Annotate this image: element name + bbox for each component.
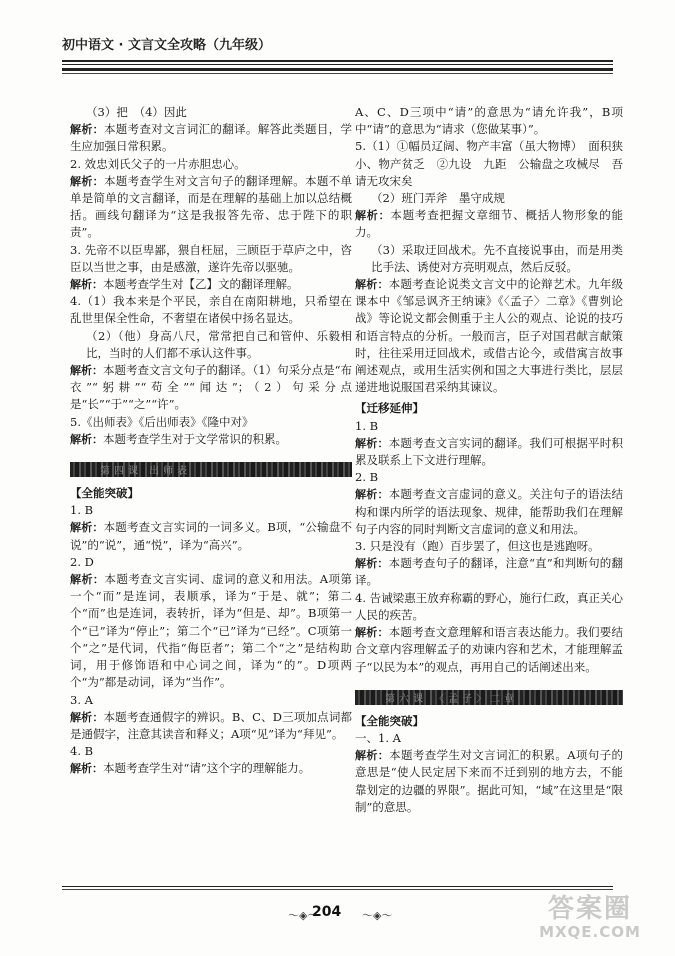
answer-line: 2. D bbox=[70, 554, 94, 569]
page-header-title: 初中语文 · 文言文全攻略（九年级） bbox=[62, 38, 271, 53]
answer-line: 3. 只是没有（跑）百步罢了，但这也是逃跑呀。 bbox=[355, 539, 600, 554]
analysis-paragraph: 解析：本题考查对文言词汇的翻译。解答此类题目，学生应加强日常积累。 bbox=[70, 122, 353, 154]
analysis-paragraph: 解析：本题考查学生对于文学常识的积累。 bbox=[70, 431, 287, 446]
answer-line: 4. B bbox=[70, 744, 94, 759]
ornament-icon: ～◈～ bbox=[362, 909, 393, 922]
answer-line: 4.（1）我本来是个平民，亲自在南阳耕地，只希望在乱世里保全性命，不奢望在诸侯中扬名显达。 bbox=[70, 294, 352, 326]
analysis-paragraph: 解析：本题考查句子的翻译，注意“直”和判断句的翻译。 bbox=[355, 556, 623, 588]
analysis-paragraph: 解析：本题考查学生对文言句子的翻译理解。本题不单单是简单的文言翻译，而是在理解的基础上加以总结概括。画线句翻译为“这是我报答先帝、忠于陛下的职责”。 bbox=[70, 173, 353, 240]
answer-line: 1. B bbox=[355, 418, 379, 433]
analysis-paragraph: 解析：本题考查文意理解和语言表达能力。我们要结合文章内容理解孟子的劝谏内容和艺术，才能理解孟子“以民为本”的观点，再用自己的话阐述出来。 bbox=[355, 625, 624, 674]
analysis-paragraph: 解析：本题考查学生对【乙】文的翻译理解。 bbox=[70, 277, 299, 292]
right-column bbox=[355, 104, 623, 816]
analysis-paragraph: 解析：本题考查文言文句子的翻译。（1）句采分点是“布衣”“躬耕”“苟全”“闻达”；（2）句采分点是“长”“于”“之”“许”。 bbox=[70, 363, 353, 412]
section-heading: 【迁移延伸】 bbox=[355, 401, 424, 416]
watermark-logo: 答案圈 MXQE.COM bbox=[539, 894, 641, 941]
answer-line: （3）采取迂回战术。先不直接说事由，而是用类比手法、诱使对方亮明观点，然后反驳。 bbox=[371, 242, 623, 274]
ornament-icon: ～◈～ bbox=[288, 909, 319, 922]
answer-line: （2）班门弄斧 墨守成规 bbox=[371, 191, 505, 206]
lesson-banner: 第四课 出师表 bbox=[70, 462, 352, 477]
page-number: 204 bbox=[312, 904, 342, 920]
answer-line: 4. 告诫梁惠王放弃称霸的野心，施行仁政，真正关心人民的疾苦。 bbox=[355, 590, 623, 622]
answer-line: 5.（1）①幅员辽阔、物产丰富（虽大物博） 面积狭小、物产贫乏 ②九设 九距 公输盘之攻械尽 吾请无攻宋矣 bbox=[355, 139, 623, 188]
answer-line: 一、1. A bbox=[355, 730, 401, 745]
analysis-paragraph: 解析：本题考查文言实词的翻译。我们可根据平时积累及联系上下文进行理解。 bbox=[355, 435, 624, 468]
analysis-paragraph: 解析：本题考查学生对“请”这个字的理解能力。 bbox=[70, 761, 311, 776]
header-rule bbox=[62, 73, 613, 74]
answer-line: 3. 先帝不以臣卑鄙，猥自枉屈，三顾臣于草庐之中，咨臣以当世之事，由是感激，遂许先帝以驱驰。 bbox=[70, 242, 352, 274]
answer-line: 3. A bbox=[70, 692, 93, 707]
analysis-paragraph: A、C、D三项中“请”的意思为“请允许我”，B项中“请”的意思为“请求（您做某事）”。 bbox=[355, 105, 623, 137]
header-rule bbox=[62, 68, 613, 71]
header-rule bbox=[62, 60, 613, 62]
answer-line: 2. B bbox=[355, 470, 379, 485]
footer-rule bbox=[62, 886, 613, 887]
lesson-banner: 第六课 〈孟子〉二章 bbox=[355, 690, 623, 705]
analysis-paragraph: 解析：本题考查论说类文言文中的论辩艺术。九年级课本中《邹忌讽齐王纳谏》《〈孟子〉二章》《曹刿论战》等论说文都会侧重于主人公的观点、论说的技巧和语言特点的分析。一般而言，臣子对国君献言献策时，往往采用迂回战术，或借古论今，或借寓言故事阐述观点，或用生活实例和国之大事进行类比，层层递进地说服国君采纳其谏议。 bbox=[355, 277, 624, 395]
answer-line: （3）把 （4）因此 bbox=[86, 105, 187, 119]
answer-line: 1. B bbox=[70, 503, 94, 518]
section-heading: 【全能突破】 bbox=[355, 713, 424, 728]
answer-line: （2）（他）身高八尺，常常把自己和管仲、乐毅相比，当时的人们都不承认这件事。 bbox=[86, 328, 352, 360]
analysis-paragraph: 解析：本题考查文言实词的一词多义。B项，“公输盘不说”的“说”，通“悦”，译为“高兴”。 bbox=[70, 520, 353, 552]
analysis-paragraph: 解析：本题考查通假字的辨识。B、C、D三项加点词都是通假字，注意其读音和释义；A项“见”译为“拜见”。 bbox=[70, 709, 353, 741]
left-column bbox=[70, 104, 352, 778]
analysis-paragraph: 解析：本题考查学生对文言词汇的积累。A项句子的意思是“使人民定居下来而不迁到别的地方去，不能靠划定的边疆的界限”。据此可知，“域”在这里是“限制”的意思。 bbox=[355, 748, 623, 814]
analysis-paragraph: 解析：本题考查把握文章细节、概括人物形象的能力。 bbox=[355, 208, 623, 240]
answer-line: 5.《出师表》《后出师表》《隆中对》 bbox=[70, 414, 254, 429]
section-heading: 【全能突破】 bbox=[70, 486, 139, 501]
analysis-paragraph: 解析：本题考查文言虚词的意义。关注句子的语法结构和课内所学的语法现象、规律，能帮助我们在理解句子内容的同时判断文言虚词的意义和用法。 bbox=[355, 487, 624, 536]
answer-line: 2. 效忠刘氏父子的一片赤胆忠心。 bbox=[70, 156, 246, 171]
analysis-paragraph: 解析：本题考查文言实词、虚词的意义和用法。A项第一个“而”是连词，表顺承，译为“于是、就”；第二个“而”也是连词，表转折，译为“但是、却”。B项第一个“已”译为“停止”；第二个“已”译为“已经”。C项第一个“之”是代词，代指“侮臣者”；第二个“之”是结构助词，用于修饰语和中心词之间，译为“的”。D项两个“为”都是动词，译为“当作”。 bbox=[70, 572, 353, 690]
header-rule bbox=[62, 64, 613, 65]
